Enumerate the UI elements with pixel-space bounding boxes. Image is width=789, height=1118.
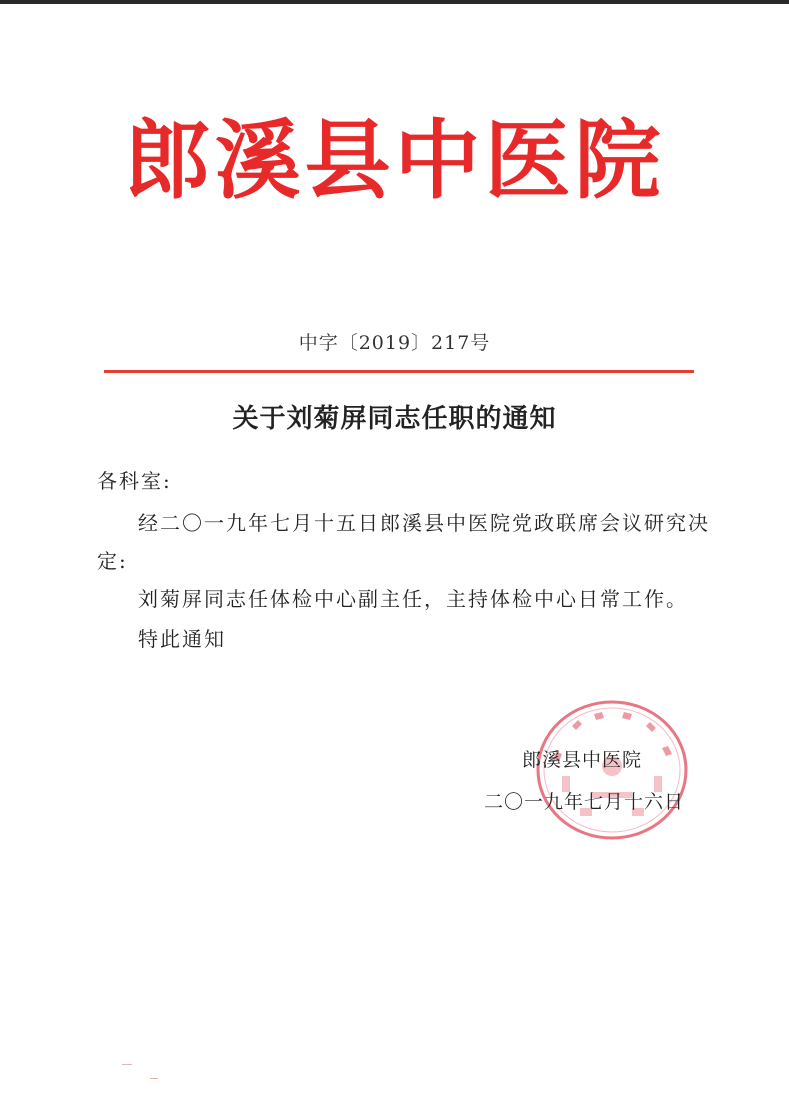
scan-speck <box>150 1078 158 1079</box>
document-title: 关于刘菊屏同志任职的通知 <box>232 404 557 434</box>
paragraph-1-line-1: 经二〇一九年七月十五日郎溪县中医院党政联席会议研究决 <box>138 511 710 535</box>
paragraph-2: 刘菊屏同志任体检中心副主任，主持体检中心日常工作。 <box>138 587 688 611</box>
salutation: 各科室: <box>97 469 172 493</box>
closing-line: 特此通知 <box>138 627 226 651</box>
document-number: 中字〔2019〕217号 <box>298 332 491 354</box>
masthead-org-name: 郎溪县中医院 <box>124 110 665 211</box>
scan-speck <box>122 1064 132 1065</box>
signature-org: 郎溪县中医院 <box>522 749 643 771</box>
red-divider-rule <box>104 370 694 373</box>
paragraph-1-line-2: 定: <box>97 549 128 573</box>
signature-date: 二〇一九年七月十六日 <box>484 791 685 813</box>
scan-top-edge <box>0 0 789 4</box>
